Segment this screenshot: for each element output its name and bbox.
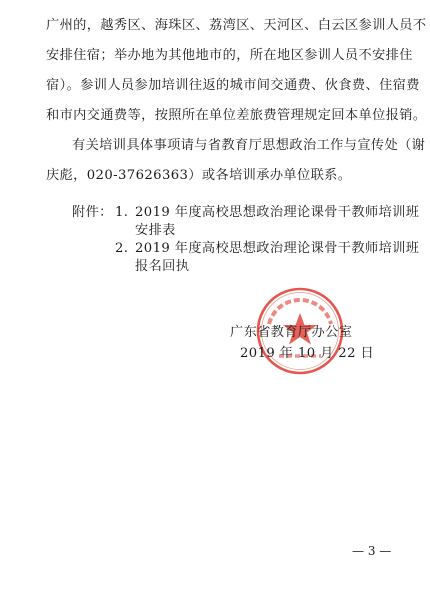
- body-line-4: 和市内交通费等，按照所在单位差旅费管理规定回本单位报销。: [46, 108, 427, 123]
- attachment-2-title: 2019 年度高校思想政治理论课骨干教师培训班: [135, 241, 420, 256]
- attachment-2-title-cont: 报名回执: [135, 259, 190, 274]
- attachment-1-title: 2019 年度高校思想政治理论课骨干教师培训班: [135, 205, 420, 220]
- body-line-2: 安排住宿；举办地为其他地市的，所在地区参训人员不安排住: [46, 48, 413, 63]
- signing-organization: 广东省教育厅办公室: [230, 325, 353, 340]
- page-number: — 3 —: [352, 544, 392, 558]
- body-line-6: 庆彪，020-37626363）或各培训承办单位联系。: [46, 168, 352, 183]
- body-line-5: 有关培训具体事项请与省教育厅思想政治工作与宣传处（谢: [72, 138, 426, 153]
- attachment-1-title-cont: 安排表: [135, 223, 176, 238]
- attachment-2-number: 2.: [115, 241, 129, 256]
- attachments-label: 附件：: [72, 205, 113, 220]
- body-line-1: 广州的，越秀区、海珠区、荔湾区、天河区、白云区参训人员不: [46, 18, 427, 33]
- attachment-1-number: 1.: [115, 205, 129, 220]
- signing-date: 2019 年 10 月 22 日: [240, 346, 375, 361]
- body-line-3: 宿）。参训人员参加培训往返的城市间交通费、伙食费、住宿费: [46, 78, 420, 93]
